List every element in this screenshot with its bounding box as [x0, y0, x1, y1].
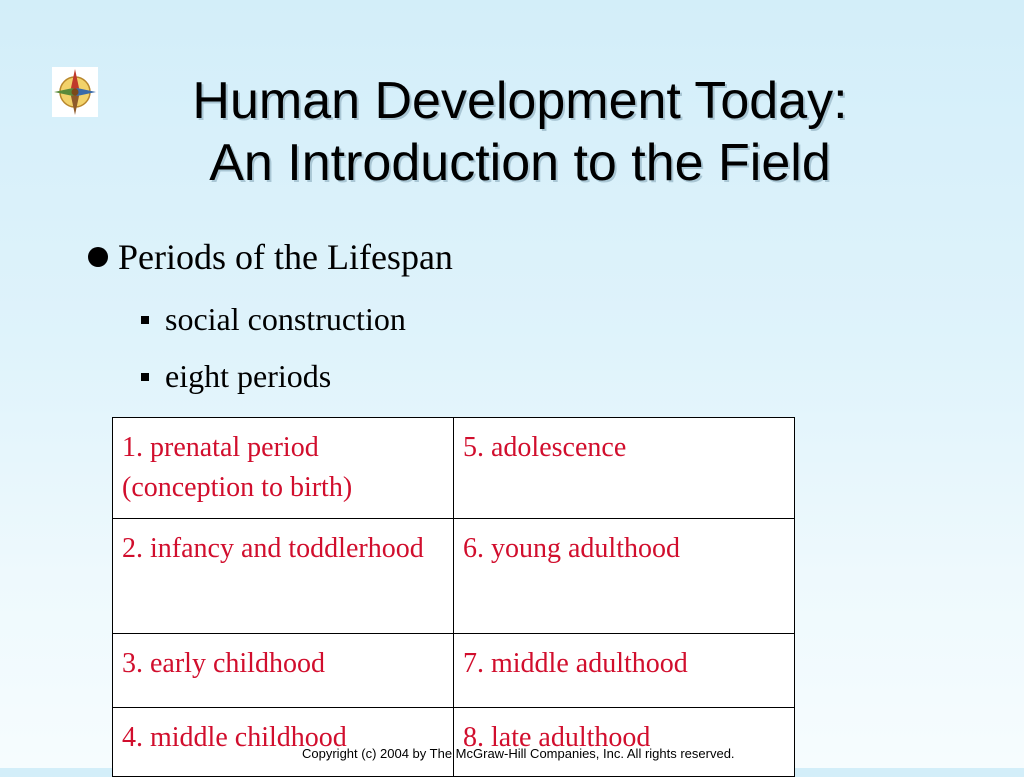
table-cell: 1. prenatal period (conception to birth)	[113, 418, 454, 519]
table-cell: 6. young adulthood	[454, 519, 795, 634]
bullet-square-icon	[141, 316, 149, 324]
table-cell: 2. infancy and toddlerhood	[113, 519, 454, 634]
compass-rose-icon	[52, 67, 98, 117]
table-cell: 5. adolescence	[454, 418, 795, 519]
sub-bullet-eight-periods	[141, 357, 331, 395]
table-cell: 3. early childhood	[113, 634, 454, 708]
bullet-text: Periods of the Lifespan	[118, 237, 453, 277]
table-row	[113, 418, 795, 519]
table-cell: 7. middle adulthood	[454, 634, 795, 708]
table-row	[113, 708, 795, 777]
slide-title	[100, 70, 940, 194]
table-row	[113, 519, 795, 634]
copyright-notice: Copyright (c) 2004 by The McGraw-Hill Companies, Inc. All rights reserved.	[302, 746, 735, 761]
sub-bullet-text: social construction	[165, 301, 406, 337]
table-cell: 8. late adulthood	[454, 708, 795, 777]
sub-bullet-text: eight periods	[165, 358, 332, 394]
title-line-2: An Introduction to the Field	[209, 134, 831, 192]
bullet-square-icon	[141, 373, 149, 381]
table-cell: 4. middle childhood	[113, 708, 454, 777]
sub-bullet-social-construction	[141, 300, 406, 338]
bullet-periods-of-lifespan	[88, 236, 453, 278]
bullet-dot-icon	[88, 247, 108, 267]
table-row	[113, 634, 795, 708]
title-line-1: Human Development Today:	[192, 72, 848, 130]
lifespan-periods-table	[112, 417, 795, 777]
